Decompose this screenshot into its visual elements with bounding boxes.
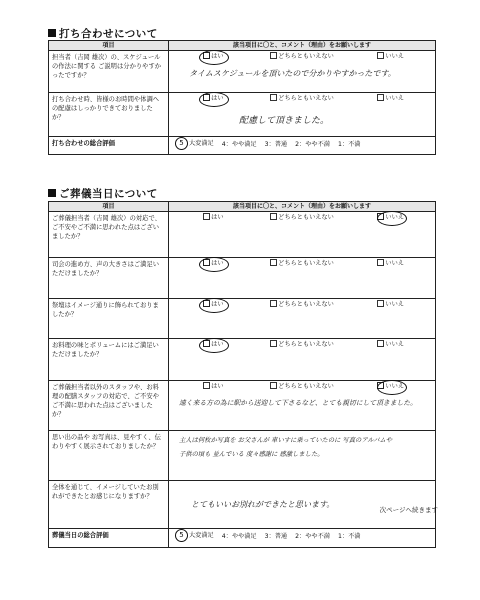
option-yes[interactable]: はい — [169, 258, 258, 270]
header-answer: 該当項目に〇と、コメント（理由）をお願いします — [169, 41, 436, 51]
rating-3[interactable]: 3：普通 — [264, 533, 288, 540]
section-2-title: ご葬儀当日について — [48, 186, 158, 201]
rating-1[interactable]: 1：不満 — [338, 533, 361, 540]
question-text: 打ち合わせの総合評価 — [49, 137, 169, 155]
handwritten-comment-line-2: 子供の頃も 並んでいる 度々感謝に 感激しました。 — [179, 451, 324, 458]
option-neutral[interactable]: どちらともいえない — [258, 51, 347, 63]
question-text: 全体を通じて、イメージしていたお別れができたとお感じになりますか？ — [49, 481, 169, 529]
question-text: 思い出の品や お写真は、見やすく、伝わりやすく展示されておりましたか？ — [49, 431, 169, 481]
question-text: ご葬儀担当者（吉岡 雄次）の対応で、ご不安やご不満に思われた点はございましたか？ — [49, 212, 169, 258]
option-no[interactable]: いいえ — [346, 381, 435, 393]
overall-rating-scale — [169, 137, 435, 150]
rating-5[interactable]: 5 大変満足 — [175, 529, 214, 542]
table-row — [49, 299, 436, 339]
option-yes[interactable]: はい — [169, 51, 258, 63]
table-row — [49, 431, 436, 481]
handwritten-comment: タイムスケジュールを頂いたので分かりやすかったです。 — [189, 69, 396, 78]
handwritten-comment: 配慮して頂きました。 — [239, 116, 330, 126]
table-row — [49, 93, 436, 137]
question-text: お料理の味とボリュームにはご満足いただけましたか？ — [49, 339, 169, 381]
question-text: 担当者（吉岡 雄次）の、スケジュールの作法に関する ご説明は分かりやすかったですか？ — [49, 51, 169, 93]
option-yes[interactable]: はい — [169, 212, 258, 224]
option-neutral[interactable]: どちらともいえない — [258, 339, 347, 351]
option-yes[interactable]: はい — [169, 299, 258, 311]
overall-rating-scale — [169, 529, 435, 542]
section-1-title: 打ち合わせについて — [48, 26, 158, 41]
table-row — [49, 212, 436, 258]
rating-2[interactable]: 2：やや不満 — [295, 141, 330, 148]
question-text: 葬儀当日の総合評価 — [49, 529, 169, 548]
rating-3[interactable]: 3：普通 — [264, 141, 288, 148]
rating-4[interactable]: 4：やや満足 — [221, 533, 257, 540]
handwritten-comment-line-1: 主人は何枚か写真を お父さんが 車いすに乗っていたのに 写真のアルバムや — [179, 437, 393, 444]
continued-note: 次ページへ続きます — [379, 506, 438, 514]
rating-4[interactable]: 4：やや満足 — [221, 141, 257, 148]
option-no[interactable]: いいえ — [346, 212, 435, 224]
option-no[interactable]: いいえ — [346, 299, 435, 311]
option-yes[interactable]: はい — [169, 339, 258, 351]
question-text: 司会の進め方、声の大きさはご満足いただけましたか？ — [49, 258, 169, 299]
question-text: 祭壇はイメージ通りに飾られておりましたか？ — [49, 299, 169, 339]
handwritten-comment: 遠く来る方の為に駅から送迎して下さるなど、とても親切にして頂きました。 — [179, 399, 417, 407]
rating-5[interactable]: 5 大変満足 — [175, 137, 214, 150]
table-row — [49, 258, 436, 299]
table-row — [49, 51, 436, 93]
option-neutral[interactable]: どちらともいえない — [258, 258, 347, 270]
bullet-square-icon — [48, 29, 56, 37]
meeting-survey-table — [48, 40, 436, 155]
table-row — [49, 137, 436, 155]
option-neutral[interactable]: どちらともいえない — [258, 381, 347, 393]
option-neutral[interactable]: どちらともいえない — [258, 212, 347, 224]
option-no[interactable]: いいえ — [346, 51, 435, 63]
rating-2[interactable]: 2：やや不満 — [295, 533, 330, 540]
rating-1[interactable]: 1：不満 — [338, 141, 361, 148]
option-no[interactable]: いいえ — [346, 339, 435, 351]
option-yes[interactable]: はい — [169, 381, 258, 393]
option-neutral[interactable]: どちらともいえない — [258, 299, 347, 311]
header-answer: 該当項目に〇と、コメント（理由）をお願いします — [169, 202, 436, 212]
option-no[interactable]: いいえ — [346, 258, 435, 270]
option-no[interactable]: いいえ — [346, 93, 435, 105]
table-row — [49, 339, 436, 381]
table-row — [49, 529, 436, 548]
handwritten-comment: とてもいいお別れができたと思います。 — [191, 500, 335, 509]
header-item: 項目 — [49, 41, 169, 51]
bullet-square-icon — [48, 189, 56, 197]
option-yes[interactable]: はい — [169, 93, 258, 105]
option-neutral[interactable]: どちらともいえない — [258, 93, 347, 105]
funeral-day-survey-table — [48, 201, 436, 548]
table-row — [49, 481, 436, 529]
question-text: 打ち合わせ時、皆様のお時間や体調への配慮はしっかりできておりましたか？ — [49, 93, 169, 137]
header-item: 項目 — [49, 202, 169, 212]
table-row — [49, 381, 436, 431]
question-text: ご葬儀担当者以外のスタッフや、お料理の配膳スタッフの対応で、ご不安やご不満に思われた点はございましたか？ — [49, 381, 169, 431]
